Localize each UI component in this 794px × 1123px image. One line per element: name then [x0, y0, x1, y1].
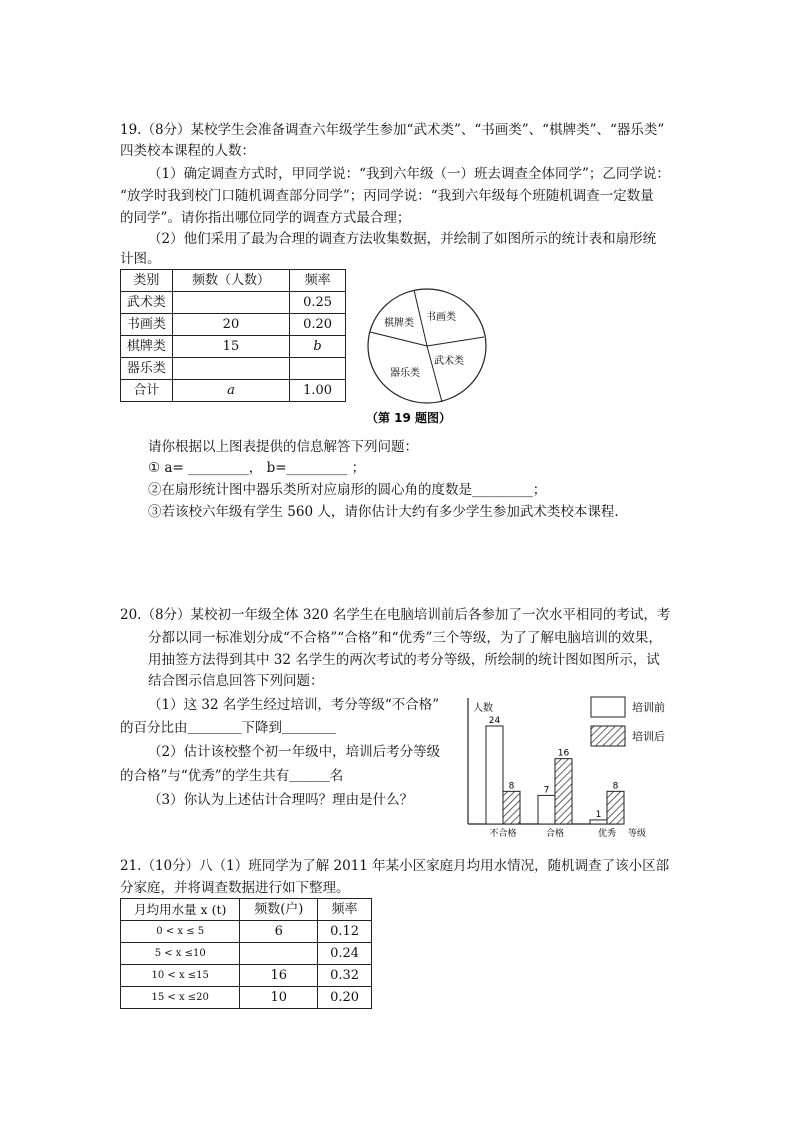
table-cell: 0 < x ≤ 5: [121, 921, 240, 943]
table-cell: 棋牌类: [121, 336, 173, 358]
table-cell: 0.20: [290, 314, 346, 336]
q19-line-6: （2）他们采用了最为合理的调查方法收集数据，并绘制了如图所示的统计表和扇形统: [148, 231, 657, 247]
table-cell: [290, 358, 346, 380]
table-cell: 0.20: [318, 987, 372, 1009]
table-header-cell: 频率: [318, 899, 372, 921]
pie-label: 器乐类: [390, 368, 420, 379]
bar-value-label: 24: [488, 716, 501, 726]
x-tick-label: 合格: [545, 829, 565, 839]
table-header-row: [121, 899, 372, 921]
bar-before: [486, 726, 503, 824]
legend-label: 培训前: [632, 701, 665, 714]
bar-after: [503, 791, 520, 824]
table-row: [121, 380, 346, 402]
q19-prompt: 请你根据以上图表提供的信息解答下列问题：: [148, 439, 418, 455]
table-cell: 6: [240, 921, 318, 943]
q20-sub1-a: （1）这 32 名学生经过培训，考分等级“不合格”: [148, 697, 440, 713]
table-cell: 10 < x ≤15: [121, 965, 240, 987]
q20-line-3: 用抽签方法得到其中 32 名学生的两次考试的考分等级，所绘制的统计图如图所示，试: [148, 652, 660, 668]
table-cell: 0.25: [290, 292, 346, 314]
table-row: [121, 292, 346, 314]
table-cell: 5 < x ≤10: [121, 943, 240, 965]
bar-value-label: 16: [557, 748, 570, 759]
q21-water-table: [120, 898, 372, 1009]
bar-value-label: 8: [612, 781, 619, 792]
q20-sub2-b: 的合格”与“优秀”的学生共有＿＿＿名: [120, 768, 344, 784]
table-cell: 器乐类: [121, 358, 173, 380]
q20-sub2-a: （2）估计该校整个初一年级中，培训后考分等级: [148, 744, 441, 760]
chart-legend: [591, 697, 665, 746]
q19-frequency-table: [120, 269, 346, 402]
q19-line-2: 四类校本课程的人数：: [120, 143, 255, 159]
bar-value-label: 1: [595, 809, 602, 820]
table-row: [121, 965, 372, 987]
table-header-cell: 频率: [290, 270, 346, 292]
table-cell: 16: [240, 965, 318, 987]
table-cell: 书画类: [121, 314, 173, 336]
bar-before: [590, 820, 607, 824]
table-header-cell: 频数(户): [240, 899, 318, 921]
y-axis-label: 人数: [473, 703, 493, 714]
q19-line-1: 19.（8分）某校学生会准备调查六年级学生参加“武术类”、“书画类”、“棋牌类”、“器乐类”: [120, 122, 665, 138]
q19-line-4: “放学时我到校门口随机调查部分同学”；丙同学说：“我到六年级每个班随机调查一定数量: [120, 188, 654, 204]
table-cell: 20: [172, 314, 289, 336]
table-cell: 合计: [121, 380, 173, 402]
table-row: [121, 358, 346, 380]
table-cell: 15 < x ≤20: [121, 987, 240, 1009]
q20-sub3: （3）你认为上述估计合理吗？理由是什么？: [148, 792, 414, 808]
bar-after: [607, 791, 624, 824]
table-cell: 10: [240, 987, 318, 1009]
legend-label: 培训后: [632, 730, 665, 743]
bar-before: [538, 795, 555, 824]
table-cell: a: [172, 380, 289, 402]
table-header-row: [121, 270, 346, 292]
q20-line-2: 分都以同一标准划分成“不合格”“合格”和“优秀”三个等级，为了了解电脑培训的效果，: [148, 630, 662, 646]
table-header-cell: 频数（人数）: [172, 270, 289, 292]
x-tick-label: 优秀: [597, 829, 617, 839]
q19-line-5: 的同学”。请你指出哪位同学的调查方式最合理；: [120, 210, 411, 226]
bar-after: [555, 759, 572, 824]
q20-line-1: 20.（8分）某校初一年级全体 320 名学生在电脑培训前后各参加了一次水平相同的考试，考: [120, 607, 671, 623]
q19-line-3: （1）确定调查方式时，甲同学说：“我到六年级（一）班去调查全体同学”；乙同学说：: [148, 166, 670, 182]
legend-swatch-before: [591, 697, 625, 717]
table-row: [121, 943, 372, 965]
q21-line-2: 分家庭，并将调查数据进行如下整理。: [120, 880, 350, 896]
x-axis-label: 等级: [628, 829, 647, 839]
q20-bar-chart: [460, 690, 680, 840]
x-tick-label: 不合格: [489, 829, 517, 839]
table-cell: [172, 292, 289, 314]
q19-answer-1: ① a= _________， b=_________ ；: [148, 460, 366, 476]
table-cell: [172, 358, 289, 380]
q19-answer-2: ②在扇形统计图中器乐类所对应扇形的圆心角的度数是_________；: [148, 482, 547, 498]
bar-value-label: 8: [508, 781, 515, 792]
q21-line-1: 21.（10分）八（1）班同学为了解 2011 年某小区家庭月均用水情况，随机调查了该小区部: [120, 858, 670, 874]
table-row: [121, 921, 372, 943]
table-cell: 0.32: [318, 965, 372, 987]
q20-line-4: 结合图示信息回答下列问题：: [148, 673, 324, 689]
table-cell: 15: [172, 336, 289, 358]
table-row: [121, 314, 346, 336]
table-cell: [240, 943, 318, 965]
table-cell: 武术类: [121, 292, 173, 314]
legend-swatch-after: [591, 726, 625, 746]
table-header-cell: 类别: [121, 270, 173, 292]
table-cell: 1.00: [290, 380, 346, 402]
table-header-cell: 月均用水量 x (t): [121, 899, 240, 921]
pie-label: 棋牌类: [384, 318, 414, 329]
q19-line-7: 计图。: [120, 251, 161, 267]
table-cell: 0.12: [318, 921, 372, 943]
table-row: [121, 987, 372, 1009]
table-cell: 0.24: [318, 943, 372, 965]
figure-caption: （第 19 题图）: [366, 411, 452, 425]
q19-answer-3: ③若该校六年级有学生 560 人，请你估计大约有多少学生参加武术类校本课程.: [148, 504, 619, 520]
pie-label: 书画类: [426, 312, 456, 323]
table-row: [121, 336, 346, 358]
q19-pie-chart: [362, 288, 502, 436]
bar-value-label: 7: [543, 785, 550, 796]
table-cell: b: [290, 336, 346, 358]
q20-sub1-b: 的百分比由＿＿＿＿下降到＿＿＿＿: [120, 720, 336, 736]
pie-label: 武术类: [434, 356, 464, 367]
